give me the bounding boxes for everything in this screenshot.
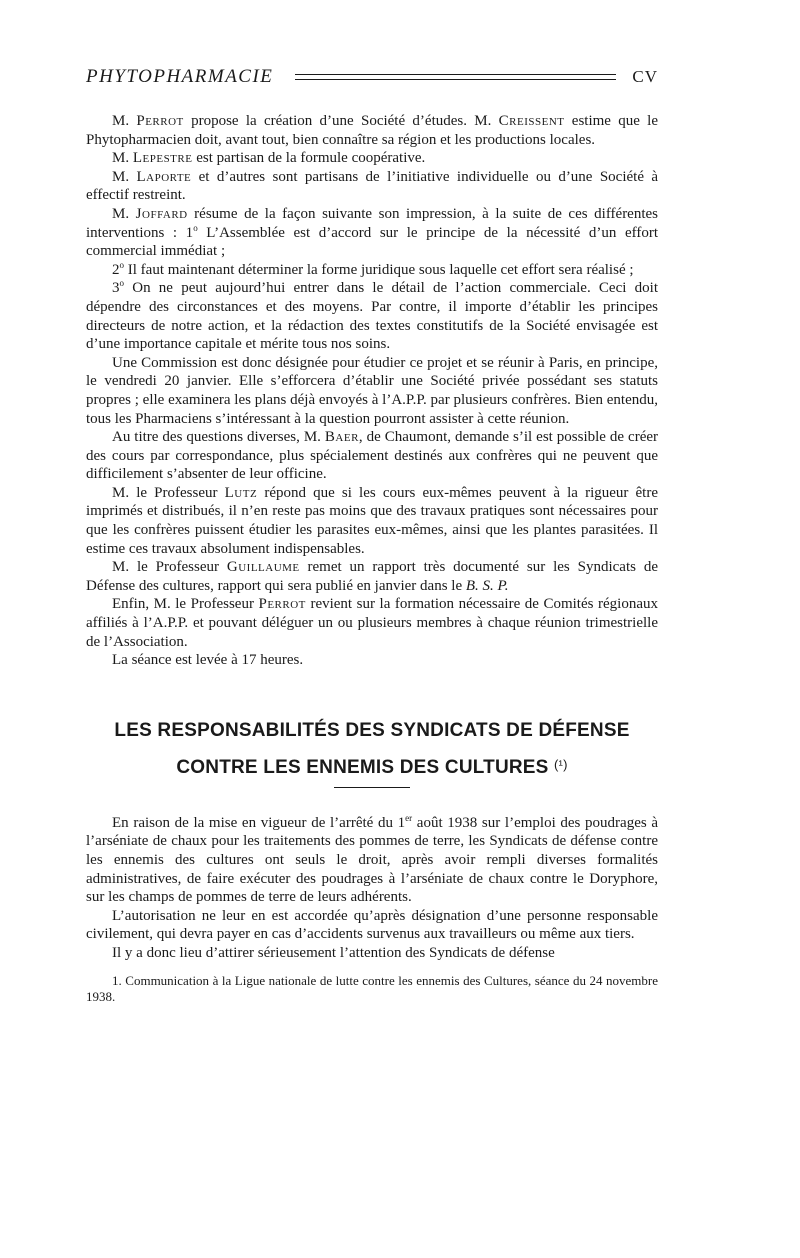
minutes-paragraph: M. le Professeur Lutz répond que si les cours eux-mêmes peuvent à la rigueur être imprimés et distribués, il n’en reste pas moins que des travaux pratiques sont nécessaires pour que les confrères puissent étudier les parasites eux-mêmes, ainsi que les plantes parasitées. Il estime ces travaux absolument indispensables. [86, 484, 659, 557]
page-number: CV [632, 67, 658, 86]
title-divider [334, 787, 410, 788]
minutes-paragraph: Enfin, M. le Professeur Perrot revient sur la formation nécessaire de Comités régionaux affiliés à l’A.P.P. et pouvant déléguer un ou plusieurs membres à chaque réunion trimestrielle de l’Association. [86, 596, 658, 650]
minutes-paragraph: M. Perrot propose la création d’une Société d’études. M. Creissent estime que le Phytopharmacien doit, avant tout, bien connaître sa région et les productions locales. [86, 113, 658, 148]
minutes-paragraph: M. Lepestre est partisan de la formule coopérative. [112, 150, 426, 167]
header-rule [295, 74, 616, 80]
person-name: Baer [324, 429, 359, 446]
journal-title: PHYTOPHARMACIE [86, 66, 274, 87]
minutes-paragraph: M. Laporte et d’autres sont partisans de l’initiative individuelle ou d’une Société à effectif restreint. [86, 168, 659, 204]
person-name: Joffard [135, 205, 188, 222]
article-paragraph: Il y a donc lieu d’attirer sérieusement l’attention des Syndicats de défense [112, 944, 555, 961]
running-header [86, 62, 658, 92]
person-name: Guillaume [226, 559, 300, 576]
page-body [86, 112, 658, 1005]
minutes-paragraph: La séance est levée à 17 heures. [112, 652, 304, 669]
person-name: Laporte [136, 168, 192, 185]
article-title-line-1: LES RESPONSABILITÉS DES SYNDICATS DE DÉFENSE [114, 719, 630, 741]
article-title-line-2 [86, 748, 658, 785]
person-name: Creissent [498, 113, 565, 129]
journal-page [86, 62, 658, 1018]
minutes-paragraph: M. Joffard résume de la façon suivante son impression, à la suite de ces différentes interventions : 1$^o$ L’Assemblée est d’accord sur le principe de la nécessité d’un effort commercial immédiat ; [86, 205, 659, 260]
footnote: 1. Communication à la Ligue nationale de lutte contre les ennemis des Cultures, séance du 24 novembre 1938. [86, 972, 658, 1004]
person-name: Lutz [224, 484, 258, 501]
minutes-paragraph: 2$^o$ Il faut maintenant déterminer la forme juridique sous laquelle cet effort sera réalisé ; [112, 259, 634, 278]
person-name: Perrot [136, 113, 184, 129]
minutes-paragraph: Une Commission est donc désignée pour étudier ce projet et se réunir à Paris, en principe, le vendredi 20 janvier. Elle s’efforcera d’établir une Société privée possédant ses statuts propres ; elle examinera les plans déjà envoyés à l’A.P.P. par plusieurs confrères. Bien entendu, tous les Pharmaciens s’intéressant à la question pourront assister à cette réunion. [86, 354, 658, 427]
footnote-reference: (¹) [554, 756, 568, 772]
article-paragraph: L’autorisation ne leur en est accordée qu’après désignation d’une personne responsable civilement, qui devra payer en cas d’accidents survenus aux travailleurs ou même aux tiers. [86, 907, 658, 943]
minutes-paragraph: M. le Professeur Guillaume remet un rapport très documenté sur les Syndicats de Défense des cultures, rapport qui sera publié en janvier dans le B. S. P. [86, 559, 658, 594]
person-name: Perrot [258, 596, 306, 613]
person-name: Lepestre [132, 150, 193, 167]
article-title [86, 714, 658, 785]
article-title-text: CONTRE LES ENNEMIS DES CULTURES [176, 756, 549, 778]
minutes-paragraph: 3$^o$ On ne peut aujourd’hui entrer dans le détail de l’action commerciale. Ceci doit dépendre des circonstances et des moyens. Par contre, il importe d’établir les principes directeurs de notre action, et la rédaction des textes constitutifs de la Société envisagée est d’une importance capitale et mérite tous nos soins. [86, 278, 658, 353]
minutes-paragraph: Au titre des questions diverses, M. Baer, de Chaumont, demande s’il est possible de créer des cours par correspondance, plus spécialement destinés aux confrères qui ne peuvent que difficilement s’absenter de leur officine. [86, 429, 659, 483]
article-paragraph: En raison de la mise en vigueur de l’arrêté du 1er août 1938 sur l’emploi des poudrages à l’arséniate de chaux pour les traitements des pommes de terre, les Syndicats de défense contre les ennemis des cultures ont seuls le droit, après avoir rempli diverses formalités administratives, de faire exécuter des poudrages à l’arséniate de chaux contre le Doryphore, sur les champs de pommes de terre de leurs adhérents. [86, 812, 658, 906]
